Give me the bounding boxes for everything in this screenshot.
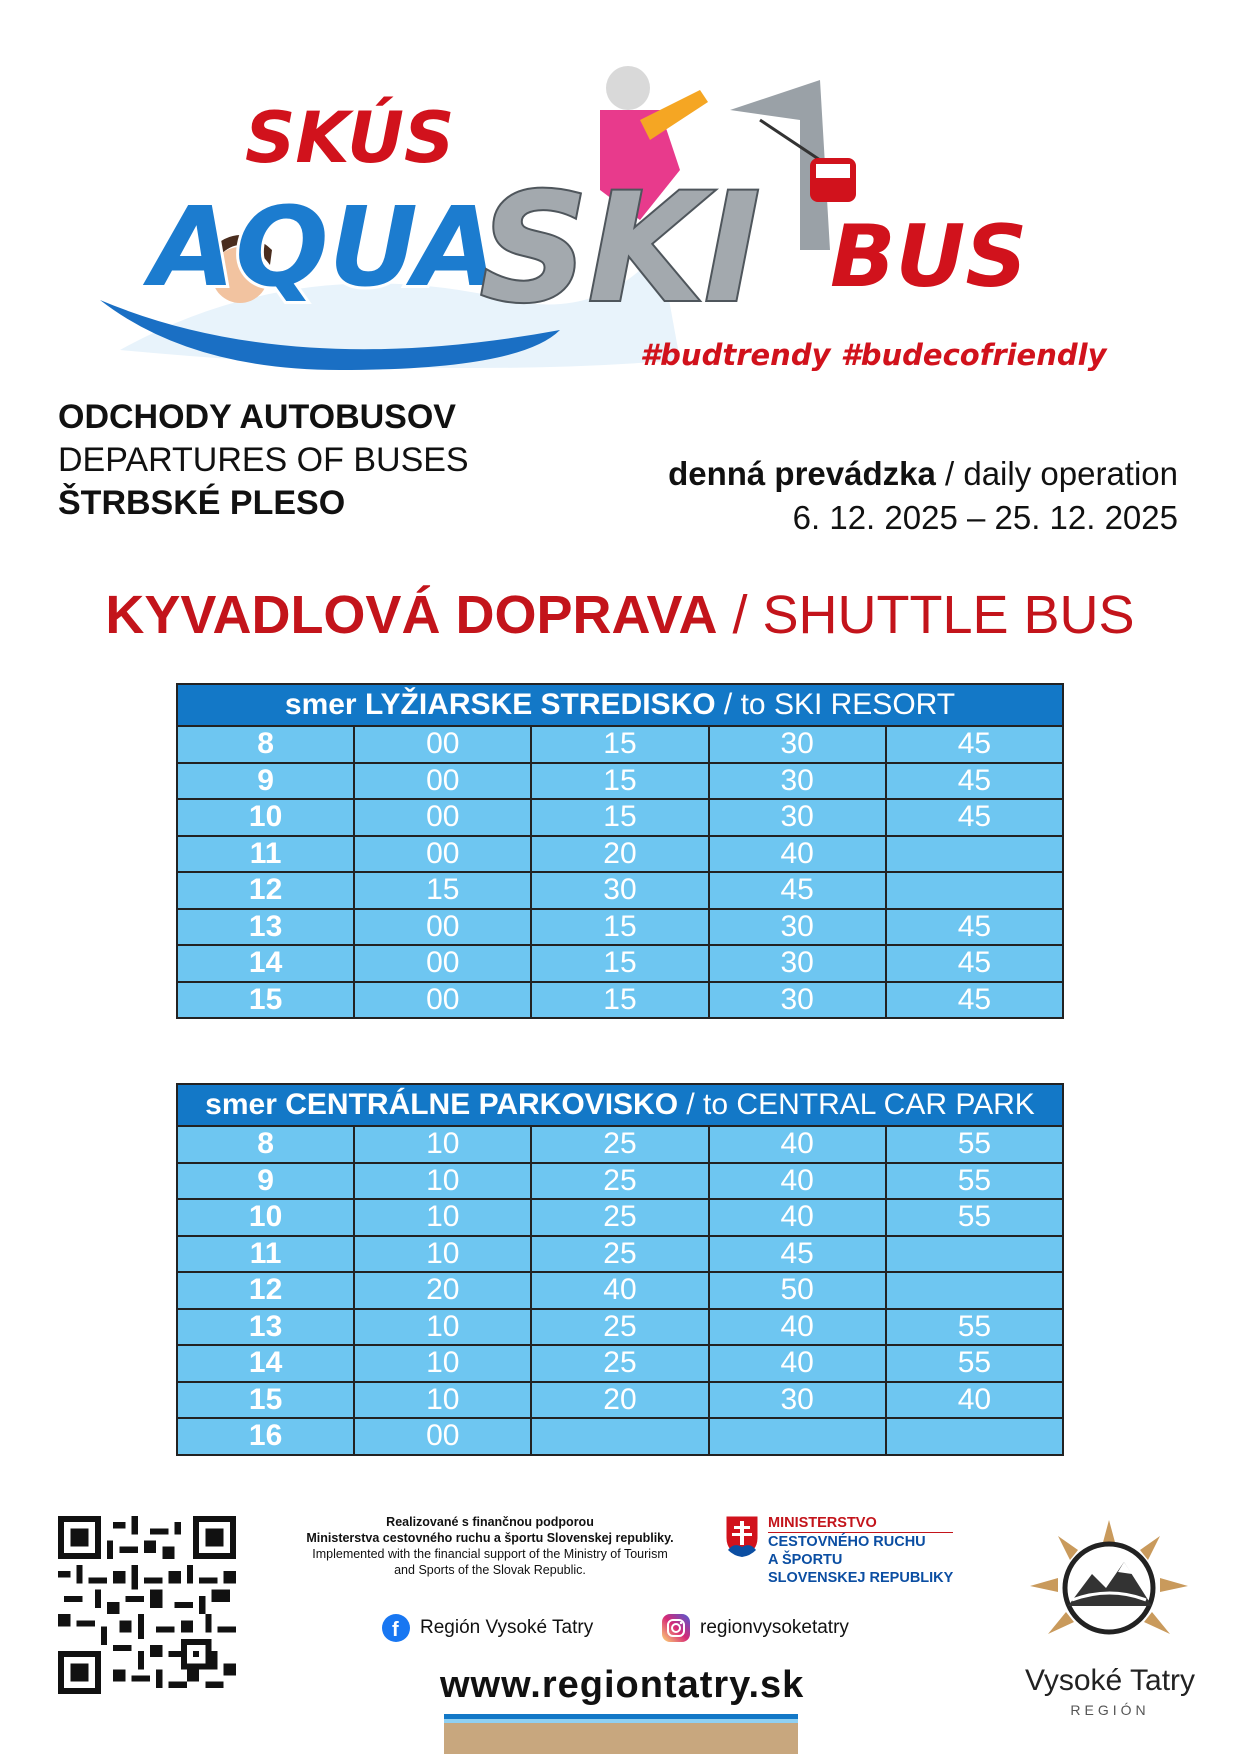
minute-cell: 40 <box>709 836 886 873</box>
minute-cell: 00 <box>354 1418 531 1455</box>
support-line-1: Realizované s finančnou podporou <box>386 1515 594 1529</box>
timetable-row <box>177 726 1063 763</box>
minute-cell: 40 <box>709 1345 886 1382</box>
minute-cell: 40 <box>709 1126 886 1163</box>
title-sk: KYVADLOVÁ DOPRAVA <box>105 585 718 645</box>
hour-cell: 8 <box>177 726 354 763</box>
svg-text:f: f <box>392 1619 399 1641</box>
heading-line-sk: ODCHODY AUTOBUSOV <box>58 398 456 436</box>
minute-cell: 45 <box>886 945 1063 982</box>
facebook-icon <box>382 1614 410 1642</box>
hour-cell: 15 <box>177 1382 354 1419</box>
minute-cell: 20 <box>531 836 708 873</box>
timetable-row <box>177 1236 1063 1273</box>
hour-cell: 16 <box>177 1418 354 1455</box>
hour-cell: 14 <box>177 1345 354 1382</box>
minute-cell <box>531 1418 708 1455</box>
header-prefix: smer <box>284 688 357 721</box>
header-destination-en: / to CENTRAL CAR PARK <box>686 1088 1035 1121</box>
facebook-label: Región Vysoké Tatry <box>420 1617 594 1639</box>
instagram-icon <box>662 1614 690 1642</box>
minute-cell: 45 <box>886 763 1063 800</box>
minute-cell <box>886 836 1063 873</box>
minute-cell: 30 <box>709 982 886 1019</box>
minute-cell: 00 <box>354 799 531 836</box>
minute-cell: 10 <box>354 1345 531 1382</box>
minute-cell: 15 <box>531 909 708 946</box>
region-name: Vysoké Tatry <box>1024 1664 1196 1697</box>
ministry-logo <box>724 1514 964 1586</box>
instagram-link[interactable] <box>662 1614 849 1642</box>
minute-cell: 55 <box>886 1126 1063 1163</box>
operation-info <box>668 452 1178 540</box>
minute-cell: 25 <box>531 1345 708 1382</box>
minute-cell: 55 <box>886 1345 1063 1382</box>
region-subtitle: REGIÓN <box>1070 1702 1150 1718</box>
header-prefix: smer <box>205 1088 277 1121</box>
minute-cell: 45 <box>709 1236 886 1273</box>
page-title <box>0 584 1240 646</box>
minute-cell: 40 <box>886 1382 1063 1419</box>
header-destination-sk: LYŽIARSKE STREDISKO <box>364 688 716 721</box>
minute-cell: 15 <box>531 799 708 836</box>
minute-cell: 00 <box>354 909 531 946</box>
minute-cell: 55 <box>886 1163 1063 1200</box>
aquaskibus-logo <box>40 50 1160 380</box>
minute-cell: 10 <box>354 1236 531 1273</box>
minute-cell: 15 <box>531 982 708 1019</box>
ministry-line-1: MINISTERSTVO <box>768 1514 953 1533</box>
operation-sk: denná prevádzka <box>668 455 936 492</box>
minute-cell: 40 <box>709 1163 886 1200</box>
timetable-central-car-park <box>176 1083 1064 1456</box>
minute-cell: 45 <box>886 726 1063 763</box>
minute-cell <box>886 1272 1063 1309</box>
hour-cell: 11 <box>177 836 354 873</box>
minute-cell: 10 <box>354 1163 531 1200</box>
timetable-row <box>177 1126 1063 1163</box>
minute-cell: 55 <box>886 1309 1063 1346</box>
ministry-line-2: CESTOVNÉHO RUCHU <box>768 1534 926 1550</box>
support-line-4: and Sports of the Slovak Republic. <box>394 1563 586 1577</box>
timetable-row <box>177 836 1063 873</box>
slovak-coat-of-arms-icon <box>724 1514 760 1558</box>
hour-cell: 13 <box>177 909 354 946</box>
minute-cell: 10 <box>354 1126 531 1163</box>
minute-cell: 40 <box>531 1272 708 1309</box>
minute-cell: 30 <box>709 909 886 946</box>
mountain-sun-icon <box>1020 1516 1198 1656</box>
minute-cell: 40 <box>709 1309 886 1346</box>
timetable-row <box>177 1418 1063 1455</box>
logo-word-aqua: AQUA <box>150 183 499 311</box>
minute-cell: 10 <box>354 1199 531 1236</box>
minute-cell: 00 <box>354 763 531 800</box>
minute-cell: 30 <box>709 726 886 763</box>
minute-cell: 15 <box>531 945 708 982</box>
minute-cell: 15 <box>531 763 708 800</box>
minute-cell: 40 <box>709 1199 886 1236</box>
ministry-line-3: A ŠPORTU <box>768 1552 843 1568</box>
table-header <box>177 1084 1063 1126</box>
hour-cell: 9 <box>177 763 354 800</box>
minute-cell: 10 <box>354 1309 531 1346</box>
timetable-row <box>177 763 1063 800</box>
ministry-line-4: SLOVENSKEJ REPUBLIKY <box>768 1570 954 1586</box>
minute-cell: 45 <box>886 799 1063 836</box>
table-header <box>177 684 1063 726</box>
minute-cell <box>709 1418 886 1455</box>
minute-cell: 15 <box>531 726 708 763</box>
minute-cell: 10 <box>354 1382 531 1419</box>
minute-cell: 30 <box>709 799 886 836</box>
skier-icon <box>606 66 650 110</box>
minute-cell <box>886 1418 1063 1455</box>
operation-dates: 6. 12. 2025 – 25. 12. 2025 <box>792 499 1178 536</box>
timetable-row <box>177 1309 1063 1346</box>
qr-code[interactable] <box>58 1516 236 1694</box>
minute-cell: 25 <box>531 1309 708 1346</box>
heading-location: ŠTRBSKÉ PLESO <box>58 484 346 522</box>
minute-cell: 20 <box>531 1382 708 1419</box>
heading-line-en: DEPARTURES OF BUSES <box>58 441 469 479</box>
hour-cell: 12 <box>177 872 354 909</box>
minute-cell: 25 <box>531 1199 708 1236</box>
hour-cell: 8 <box>177 1126 354 1163</box>
website-link[interactable]: www.regiontatry.sk <box>440 1664 805 1706</box>
support-line-3: Implemented with the financial support of the Ministry of Tourism <box>312 1547 668 1561</box>
instagram-label: regionvysoketatry <box>700 1617 849 1639</box>
minute-cell: 20 <box>354 1272 531 1309</box>
timetable-row <box>177 799 1063 836</box>
logo-word-ski: SKI <box>480 162 761 336</box>
minute-cell: 00 <box>354 945 531 982</box>
minute-cell: 45 <box>709 872 886 909</box>
minute-cell: 30 <box>709 763 886 800</box>
minute-cell <box>886 872 1063 909</box>
timetable-row <box>177 872 1063 909</box>
hour-cell: 12 <box>177 1272 354 1309</box>
timetable-row <box>177 1163 1063 1200</box>
minute-cell: 00 <box>354 836 531 873</box>
logo-word-skus: SKÚS <box>245 97 455 179</box>
timetable-row <box>177 909 1063 946</box>
hour-cell: 15 <box>177 982 354 1019</box>
minute-cell: 25 <box>531 1236 708 1273</box>
minute-cell: 30 <box>709 1382 886 1419</box>
timetable-row <box>177 1382 1063 1419</box>
timetable-row <box>177 945 1063 982</box>
minute-cell: 00 <box>354 982 531 1019</box>
financial-support-note <box>280 1514 700 1578</box>
logo-word-bus: BUS <box>830 207 1028 307</box>
support-line-2: Ministerstva cestovného ruchu a športu Slovenskej republiky. <box>306 1531 674 1545</box>
timetable-row <box>177 1199 1063 1236</box>
departures-heading <box>58 396 469 525</box>
footer-stripe <box>444 1714 798 1754</box>
minute-cell: 25 <box>531 1163 708 1200</box>
title-en: / SHUTTLE BUS <box>732 585 1135 645</box>
header-destination-sk: CENTRÁLNE PARKOVISKO <box>285 1088 679 1121</box>
minute-cell: 30 <box>709 945 886 982</box>
minute-cell: 45 <box>886 909 1063 946</box>
hour-cell: 9 <box>177 1163 354 1200</box>
operation-en: / daily operation <box>945 455 1178 492</box>
minute-cell: 15 <box>354 872 531 909</box>
hour-cell: 14 <box>177 945 354 982</box>
timetable-row <box>177 1272 1063 1309</box>
timetable-ski-resort <box>176 683 1064 1019</box>
timetable-row <box>177 982 1063 1019</box>
timetable-row <box>177 1345 1063 1382</box>
facebook-link[interactable] <box>382 1614 593 1642</box>
header-destination-en: / to SKI RESORT <box>723 688 956 721</box>
hour-cell: 13 <box>177 1309 354 1346</box>
minute-cell <box>886 1236 1063 1273</box>
logo-hashtags: #budtrendy #budecofriendly <box>640 338 1107 372</box>
minute-cell: 25 <box>531 1126 708 1163</box>
minute-cell: 50 <box>709 1272 886 1309</box>
hour-cell: 11 <box>177 1236 354 1273</box>
hour-cell: 10 <box>177 799 354 836</box>
minute-cell: 45 <box>886 982 1063 1019</box>
minute-cell: 55 <box>886 1199 1063 1236</box>
minute-cell: 00 <box>354 726 531 763</box>
hour-cell: 10 <box>177 1199 354 1236</box>
minute-cell: 30 <box>531 872 708 909</box>
